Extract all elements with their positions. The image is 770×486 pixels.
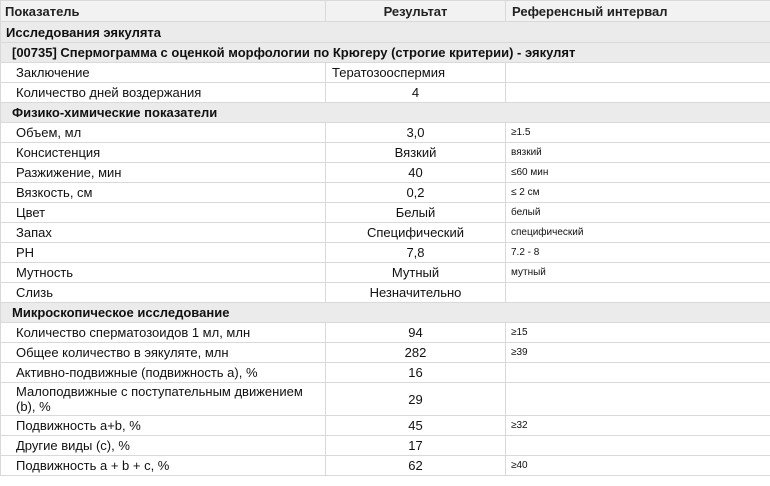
- param-name: Заключение: [1, 63, 326, 83]
- param-name: PH: [1, 243, 326, 263]
- param-value: 40: [326, 163, 506, 183]
- table-row: [1, 263, 770, 283]
- param-ref: вязкий: [506, 143, 770, 163]
- param-value: Специфический: [326, 223, 506, 243]
- param-value: 16: [326, 363, 506, 383]
- param-name: Количество сперматозоидов 1 мл, млн: [1, 323, 326, 343]
- param-ref: [506, 436, 770, 456]
- param-value: 7,8: [326, 243, 506, 263]
- table-row: [1, 243, 770, 263]
- param-name: Объем, мл: [1, 123, 326, 143]
- param-name: Вязкость, см: [1, 183, 326, 203]
- param-value: 4: [326, 83, 506, 103]
- param-value: 62: [326, 456, 506, 476]
- param-value: Тератозооспермия: [326, 63, 506, 83]
- param-value: Незначительно: [326, 283, 506, 303]
- header-result: Результат: [326, 1, 506, 22]
- table-row: [1, 323, 770, 343]
- param-value: Белый: [326, 203, 506, 223]
- param-value: Мутный: [326, 263, 506, 283]
- param-name: Активно-подвижные (подвижность a), %: [1, 363, 326, 383]
- param-ref: [506, 63, 770, 83]
- param-value: Вязкий: [326, 143, 506, 163]
- param-name: Разжижение, мин: [1, 163, 326, 183]
- table-header: [1, 1, 770, 22]
- param-value: 94: [326, 323, 506, 343]
- table-row: [1, 343, 770, 363]
- param-value: 17: [326, 436, 506, 456]
- param-name: Другие виды (c), %: [1, 436, 326, 456]
- group-title: Микроскопическое исследование: [1, 303, 770, 323]
- param-ref: белый: [506, 203, 770, 223]
- table-row: [1, 63, 770, 83]
- param-ref: ≥40: [506, 456, 770, 476]
- param-name: Слизь: [1, 283, 326, 303]
- param-value: 45: [326, 416, 506, 436]
- table-row: [1, 183, 770, 203]
- param-ref: ≥1.5: [506, 123, 770, 143]
- param-name: Малоподвижные с поступательным движением (b), %: [1, 383, 326, 416]
- param-name: Подвижность a + b + c, %: [1, 456, 326, 476]
- param-ref: [506, 83, 770, 103]
- section-title: Исследования эякулята: [1, 22, 770, 43]
- table-row: [1, 363, 770, 383]
- table-row: [1, 143, 770, 163]
- table-row: [1, 223, 770, 243]
- param-ref: мутный: [506, 263, 770, 283]
- table-row: [1, 383, 770, 416]
- param-value: 282: [326, 343, 506, 363]
- param-name: Количество дней воздержания: [1, 83, 326, 103]
- table-row: [1, 163, 770, 183]
- table-row: [1, 283, 770, 303]
- param-name: Цвет: [1, 203, 326, 223]
- param-ref: ≤ 2 см: [506, 183, 770, 203]
- test-row: [1, 43, 770, 63]
- table-row: [1, 123, 770, 143]
- param-name: Общее количество в эякуляте, млн: [1, 343, 326, 363]
- param-name: Консистенция: [1, 143, 326, 163]
- param-name: Подвижность a+b, %: [1, 416, 326, 436]
- section-row: [1, 22, 770, 43]
- param-value: 3,0: [326, 123, 506, 143]
- param-name: Запах: [1, 223, 326, 243]
- test-title: [00735] Спермограмма с оценкой морфологии по Крюгеру (строгие критерии) - эякулят: [1, 43, 770, 63]
- param-ref: ≥15: [506, 323, 770, 343]
- param-ref: специфический: [506, 223, 770, 243]
- table-row: [1, 416, 770, 436]
- param-ref: [506, 363, 770, 383]
- param-ref: ≥32: [506, 416, 770, 436]
- group-row: [1, 303, 770, 323]
- param-ref: ≥39: [506, 343, 770, 363]
- param-ref: [506, 283, 770, 303]
- param-name: Мутность: [1, 263, 326, 283]
- param-ref: 7.2 - 8: [506, 243, 770, 263]
- header-reference: Референсный интервал: [506, 1, 770, 22]
- table-row: [1, 456, 770, 476]
- group-row: [1, 103, 770, 123]
- table-row: [1, 203, 770, 223]
- param-value: 29: [326, 383, 506, 416]
- param-ref: ≤60 мин: [506, 163, 770, 183]
- group-title: Физико-химические показатели: [1, 103, 770, 123]
- param-ref: [506, 383, 770, 416]
- table-row: [1, 436, 770, 456]
- param-value: 0,2: [326, 183, 506, 203]
- header-name: Показатель: [1, 1, 326, 22]
- table-row: [1, 83, 770, 103]
